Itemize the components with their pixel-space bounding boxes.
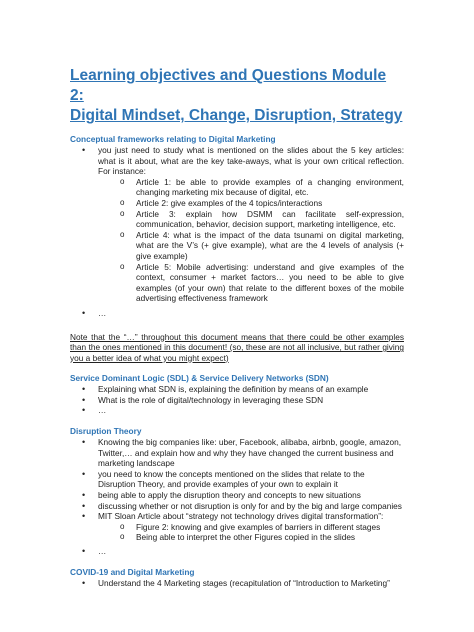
- list-item: [70, 511, 404, 543]
- section-heading-covid: COVID-19 and Digital Marketing: [70, 566, 195, 577]
- section-heading-conceptual: Conceptual frameworks relating to Digital Marketing: [70, 134, 276, 144]
- title-line-1: Learning objectives and Questions Module 2:: [70, 67, 387, 104]
- sublist-item: o Article 3: explain how DSMM can facilitate self-expression, communication, behavior, decision support, marketing intelligence, etc.: [98, 209, 404, 230]
- list-item: • …: [70, 405, 404, 416]
- note-paragraph: Note that the “…” throughout this document means that there could be other examples than the ones mentioned in this document! (so, these are not all inclusive, but rather giving you a better idea of what you might expect): [70, 331, 404, 363]
- conceptual-list: [70, 145, 404, 319]
- list-item: • What is the role of digital/technology in leveraging these SDN: [70, 395, 404, 406]
- covid-list: [70, 578, 404, 589]
- disruption-list: [70, 437, 404, 557]
- list-item: [70, 145, 404, 304]
- mit-sublist: [98, 522, 404, 543]
- sublist-item: o Figure 2: knowing and give examples of barriers in different stages: [98, 522, 404, 533]
- sublist-item: o Article 5: Mobile advertising: understand and give examples of the context, consumer + market factors… you need to be able to give examples (of your own) that relate to the different boxes of the mobile advertising effectiveness framework: [98, 262, 404, 304]
- list-item: • Knowing the big companies like: uber, Facebook, alibaba, airbnb, google, amazon, Twitter,… and explain how and why they have changed the current business and marketing landscape: [70, 437, 404, 469]
- sdl-list: [70, 384, 404, 416]
- list-item-ellipsis: • …: [70, 546, 404, 557]
- list-item: • being able to apply the disruption theory and concepts to new situations: [70, 490, 404, 501]
- section-heading-sdl: Service Dominant Logic (SDL) & Service Delivery Networks (SDN): [70, 373, 329, 384]
- document-title: [70, 66, 404, 126]
- list-item: • you need to know the concepts mentioned on the slides that relate to the Disruption Theory, and provide examples of your own to explain it: [70, 469, 404, 490]
- title-line-2: Digital Mindset, Change, Disruption, Strategy: [70, 107, 403, 124]
- article-sublist: [98, 177, 404, 304]
- list-item: • Explaining what SDN is, explaining the definition by means of an example: [70, 384, 404, 395]
- list-item-ellipsis: • …: [70, 308, 404, 319]
- list-item: • Understand the 4 Marketing stages (recapitulation of “Introduction to Marketing”: [70, 578, 404, 589]
- sublist-item: o Article 1: be able to provide examples of a changing environment, changing marketing mix because of digital, etc.: [98, 177, 404, 198]
- list-item: • discussing whether or not disruption is only for and by the big and large companies: [70, 501, 404, 512]
- sublist-item: o Article 4: what is the impact of the data tsunami on digital marketing, what are the V’s (+ give example), what are the 4 levels of analysis (+ give example): [98, 230, 404, 262]
- sublist-item: o Article 2: give examples of the 4 topics/interactions: [98, 198, 404, 209]
- sublist-item: o Being able to interpret the other Figures copied in the slides: [98, 532, 404, 543]
- list-item-text: you just need to study what is mentioned on the slides about the 5 key articles: what is it about, what are the key take-aways, what is your own critical reflection. For instance:: [98, 145, 404, 177]
- section-heading-disruption: Disruption Theory: [70, 426, 142, 437]
- list-item-text: MIT Sloan Article about “strategy not technology drives digital transformation”:: [98, 511, 384, 522]
